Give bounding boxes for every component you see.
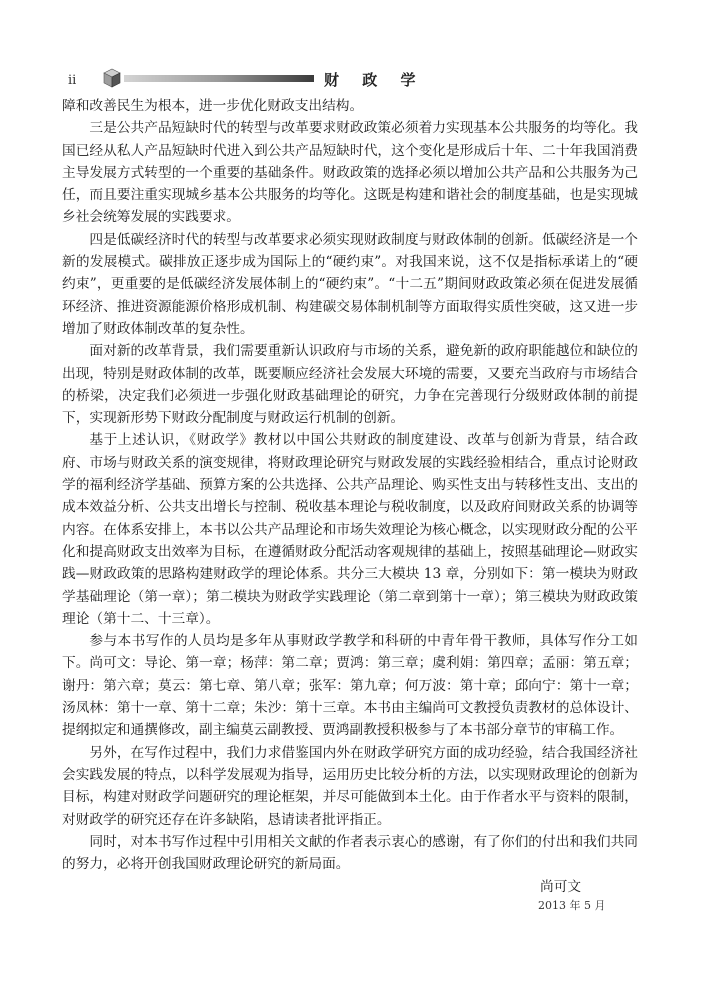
paragraph: 三是公共产品短缺时代的转型与改革要求财政政策必须着力实现基本公共服务的均等化。我国已经从私人产品短缺时代进入到公共产品短缺时代，这个变化是形成后十年、二十年我国消费主导发展方式转型的一个重要的基础条件。财政政策的选择必须以增加公共产品和公共服务为己任，而且要注重实现城乡基本公共服务的均等化。这既是构建和谐社会的制度基础，也是实现城乡社会统筹发展的实践要求。 bbox=[62, 120, 638, 226]
header-rule bbox=[124, 75, 314, 82]
paragraph: 基于上述认识，《财政学》教材以中国公共财政的制度建设、改革与创新为背景，结合政府、市场与财政关系的演变规律，将财政理论研究与财政发展的实践经验相结合，重点讨论财政学的福利经济学基础、预算方案的公共选择、公共产品理论、购买性支出与转移性支出、支出的成本效益分析、公共支出增长与控制、税收基本理论与税收制度，以及政府间财政关系的协调等内容。在体系安排上，本书以公共产品理论和市场失效理论为核心概念，以实现财政分配的公平化和提高财政支出效率为目标，在遵循财政分配活动客观规律的基础上，按照基础理论—财政实践—财政政策的思路构建财政学的理论体系。共分三大模块 13 章，分别如下：第一模块为财政学基础理论（第一章）；第二模块为财政学实践理论（第二章到第十一章）；第三模块为财政政策理论（第十二、十三章）。 bbox=[62, 432, 638, 627]
paragraph: 另外，在写作过程中，我们力求借鉴国内外在财政学研究方面的成功经验，结合我国经济社会实践发展的特点，以科学发展观为指导，运用历史比较分析的方法，以实现财政理论的创新为目标，构建对财政学问题研究的理论框架，并尽可能做到本土化。由于作者水平与资料的限制，对财政学的研究还存在许多缺陷，恳请读者批评指正。 bbox=[62, 744, 638, 828]
paragraph-continued: 障和改善民生为根本，进一步优化财政支出结构。 bbox=[62, 98, 364, 114]
signature-date: 2013 年 5 月 bbox=[538, 899, 606, 912]
paragraph: 参与本书写作的人员均是多年从事财政学教学和科研的中青年骨干教师，具体写作分工如下。尚可文：导论、第一章；杨萍：第二章；贾鸿：第三章；虞利娟：第四章；孟丽：第五章；谢丹：第六章；莫云：第七章、第八章；张军：第九章；何万波：第十章；邱向宁：第十一章；汤凤林：第十一章、第十二章；朱沙：第十三章。本书由主编尚可文教授负责教材的总体设计、提纲拟定和通撰修改，副主编莫云副教授、贾鸿副教授积极参与了本书部分章节的审稿工作。 bbox=[62, 633, 638, 739]
page-number: ii bbox=[68, 73, 77, 88]
book-title: 财 政 学 bbox=[324, 71, 425, 89]
cube-icon bbox=[102, 67, 122, 89]
paragraph: 四是低碳经济时代的转型与改革要求必须实现财政制度与财政体制的创新。低碳经济是一个新的发展模式。碳排放正逐步成为国际上的“硬约束”。对我国来说，这不仅是指标承诺上的“硬约束”，更重要的是低碳经济发展体制上的“硬约束”。“十二五”期间财政政策必须在促进发展循环经济、推进资源能源价格形成机制、构建碳交易体制机制等方面取得实质性突破，这又进一步增加了财政体制改革的复杂性。 bbox=[62, 231, 638, 337]
preface-body bbox=[62, 95, 638, 875]
paragraph: 同时，对本书写作过程中引用相关文献的作者表示衷心的感谢，有了你们的付出和我们共同的努力，必将开创我国财政理论研究的新局面。 bbox=[62, 833, 638, 873]
paragraph: 面对新的改革背景，我们需要重新认识政府与市场的关系，避免新的政府职能越位和缺位的出现，特别是财政体制的改革，既要顺应经济社会发展大环境的需要，又要充当政府与市场结合的桥梁，决定我们必须进一步强化财政基础理论的研究，力争在完善现行分级财政体制的前提下，实现新形势下财政分配制度与财政运行机制的创新。 bbox=[62, 343, 638, 427]
signature-author: 尚可文 bbox=[540, 879, 582, 895]
